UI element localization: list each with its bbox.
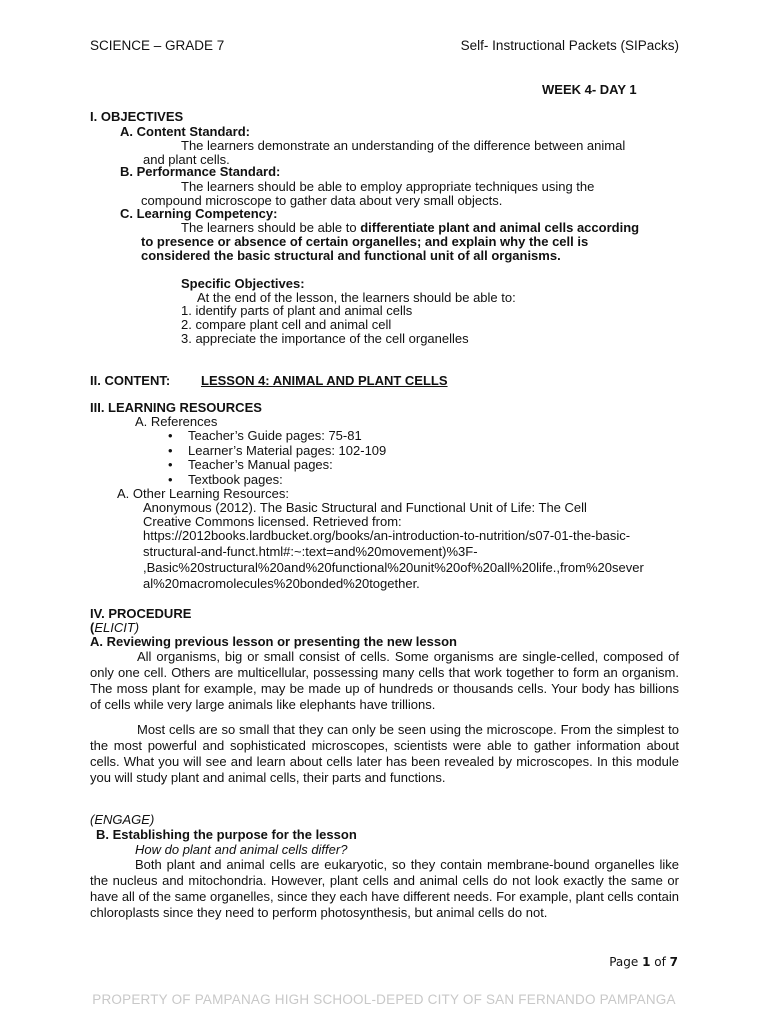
content-label: II. CONTENT: xyxy=(90,373,171,388)
objectives-heading: I. OBJECTIVES xyxy=(90,109,184,124)
reference-item: • Textbook pages: xyxy=(188,472,283,487)
section-b-heading: B. Establishing the purpose for the lesson xyxy=(96,827,357,842)
header-packet-title: Self- Instructional Packets (SIPacks) xyxy=(460,38,679,53)
reference-url-line[interactable]: al%20macromolecules%20bonded%20together. xyxy=(143,576,420,591)
content-standard-text-cont: and plant cells. xyxy=(143,152,230,167)
performance-standard-text: The learners should be able to employ appropriate techniques using the xyxy=(181,179,595,194)
specific-objectives-label: Specific Objectives: xyxy=(181,276,305,291)
other-resources-label: A. Other Learning Resources: xyxy=(117,486,289,501)
reference-item: • Teacher’s Manual pages: xyxy=(188,457,333,472)
references-label: A. References xyxy=(135,414,218,429)
reference-url-line[interactable]: structural-and-funct.html#:~:text=and%20movement)%3F- xyxy=(143,544,478,559)
specific-objective-item: 2. compare plant cell and animal cell xyxy=(181,317,392,332)
reference-item: • Learner’s Material pages: 102-109 xyxy=(188,443,386,458)
paragraph-eukaryotic: Both plant and animal cells are eukaryotic, so they contain membrane-bound organelles like the nucleus and mitochondria. However, plant cells and animal cells do not look exactly the same or have all of the same organelles, since they each have different needs. For example, plant cells contain chloroplasts since they need to perform photosynthesis, but animal cells do not. xyxy=(90,857,679,920)
specific-objective-item: 1. identify parts of plant and animal cells xyxy=(181,303,413,318)
learning-competency-line3: considered the basic structural and functional unit of all organisms. xyxy=(141,248,561,263)
learning-competency-line1: The learners should be able to differentiate plant and animal cells according xyxy=(181,220,640,235)
learning-resources-heading: III. LEARNING RESOURCES xyxy=(90,400,262,415)
reference-url-line[interactable]: https://2012books.lardbucket.org/books/an-introduction-to-nutrition/s07-01-the-basic- xyxy=(143,528,631,543)
reference-url-line[interactable]: ,Basic%20structural%20and%20functional%20unit%20of%20all%20life.,from%20sever xyxy=(143,560,644,575)
learning-competency-line2: to presence or absence of certain organelles; and explain why the cell is xyxy=(141,234,589,249)
header-subject: SCIENCE – GRADE 7 xyxy=(90,38,225,53)
specific-objective-item: 3. appreciate the importance of the cell organelles xyxy=(181,331,469,346)
section-b-question: How do plant and animal cells differ? xyxy=(135,842,348,857)
specific-objectives-intro: At the end of the lesson, the learners should be able to: xyxy=(197,290,516,305)
lesson-title: LESSON 4: ANIMAL AND PLANT CELLS xyxy=(201,373,448,388)
reference-item: • Teacher’s Guide pages: 75-81 xyxy=(188,428,362,443)
procedure-heading: IV. PROCEDURE xyxy=(90,606,192,621)
content-standard-label: A. Content Standard: xyxy=(120,124,250,139)
paragraph-cells-intro: All organisms, big or small consist of cells. Some organisms are single-celled, composed of only one cell. Others are multicellular, possessing many cells that work together to form an organism. The moss plant for example, may be made up of hundreds or thousands cells. Your body has billions of cells while very large animals like elephants have trillions. xyxy=(90,649,679,712)
learning-competency-label: C. Learning Competency: xyxy=(120,206,278,221)
content-standard-text: The learners demonstrate an understanding of the difference between animal xyxy=(181,138,626,153)
page-number: Page 1 of 7 xyxy=(609,955,678,969)
performance-standard-text-cont: compound microscope to gather data about very small objects. xyxy=(141,193,503,208)
other-resource-line: Anonymous (2012). The Basic Structural and Functional Unit of Life: The Cell xyxy=(143,500,587,515)
paragraph-microscopes: Most cells are so small that they can only be seen using the microscope. From the simplest to the most powerful and sophisticated microscopes, scientists were able to gather information about cells. What you will see and learn about cells later has been revealed by microscopes. In this module you will study plant and animal cells, their parts and functions. xyxy=(90,722,679,785)
performance-standard-label: B. Performance Standard: xyxy=(120,164,281,179)
elicit-label: (ELICIT) xyxy=(90,620,140,635)
week-day-label: WEEK 4- DAY 1 xyxy=(542,82,637,97)
other-resource-line: Creative Commons licensed. Retrieved from: xyxy=(143,514,402,529)
engage-label: (ENGAGE) xyxy=(90,812,155,827)
section-a-heading: A. Reviewing previous lesson or presenting the new lesson xyxy=(90,634,457,649)
footer-property-notice: PROPERTY OF PAMPANAG HIGH SCHOOL-DEPED CITY OF SAN FERNANDO PAMPANGA xyxy=(92,992,676,1007)
